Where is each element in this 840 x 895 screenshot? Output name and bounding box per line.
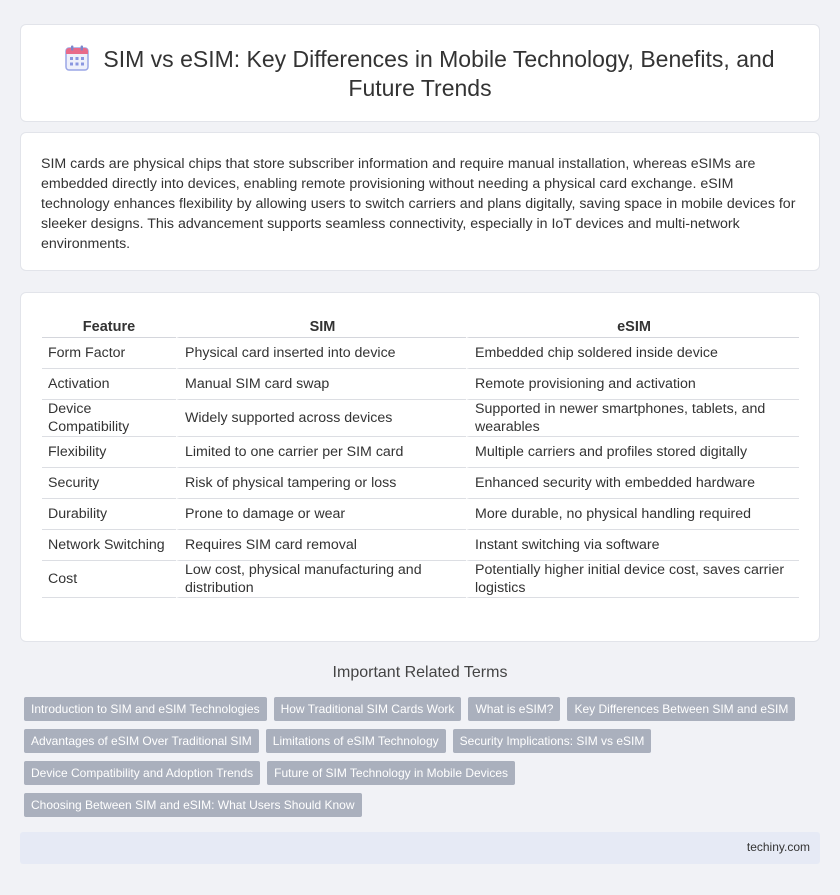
feature-cell: Security [42,468,176,499]
comparison-card [20,292,820,642]
related-terms-title: Important Related Terms [332,664,508,681]
sim-cell: Requires SIM card removal [176,530,466,561]
esim-cell: Multiple carriers and profiles stored digitally [466,437,799,468]
table-row [42,499,799,530]
related-tag[interactable]: Security Implications: SIM vs eSIM [453,729,652,753]
related-tag[interactable]: Advantages of eSIM Over Traditional SIM [24,729,259,753]
feature-cell: Durability [42,499,176,530]
header-sim: SIM [176,314,466,338]
feature-cell: Cost [42,561,176,598]
table-row [42,400,799,437]
feature-cell: Device Compatibility [42,400,176,437]
related-tag[interactable]: Device Compatibility and Adoption Trends [24,761,260,785]
table-row [42,338,799,369]
table-row [42,468,799,499]
sim-cell: Limited to one carrier per SIM card [176,437,466,468]
esim-cell: Instant switching via software [466,530,799,561]
table-row [42,530,799,561]
feature-cell: Form Factor [42,338,176,369]
sim-cell: Risk of physical tampering or loss [176,468,466,499]
table-row [42,561,799,598]
esim-cell: More durable, no physical handling required [466,499,799,530]
table-header-row [42,314,799,338]
related-tag[interactable]: Future of SIM Technology in Mobile Devices [267,761,515,785]
intro-card [20,132,820,271]
feature-cell: Activation [42,369,176,400]
feature-cell: Network Switching [42,530,176,561]
header-feature: Feature [42,314,176,338]
related-tag[interactable]: Choosing Between SIM and eSIM: What Users Should Know [24,793,362,817]
related-tag[interactable]: Introduction to SIM and eSIM Technologies [24,697,267,721]
esim-cell: Remote provisioning and activation [466,369,799,400]
related-tag[interactable]: Key Differences Between SIM and eSIM [567,697,795,721]
header-card [20,24,820,122]
related-terms-list [24,697,804,825]
page-title: SIM vs eSIM: Key Differences in Mobile Technology, Benefits, and Future Trends [103,46,775,101]
esim-cell: Enhanced security with embedded hardware [466,468,799,499]
related-tag[interactable]: What is eSIM? [468,697,560,721]
footer [20,832,820,864]
related-tag[interactable]: Limitations of eSIM Technology [266,729,446,753]
page-header [21,45,819,103]
intro-paragraph: SIM cards are physical chips that store subscriber information and require manual installation, whereas eSIMs are embedded directly into devices, enabling remote provisioning without needing a physical card exchange. eSIM technology enhances flexibility by allowing users to switch carriers and plans digitally, saving space in mobile devices for sleeker designs. This advancement supports seamless connectivity, especially in IoT devices and multi-network environments. [41,156,796,252]
calendar-icon [65,45,89,71]
sim-cell: Manual SIM card swap [176,369,466,400]
comparison-table [42,314,799,598]
feature-cell: Flexibility [42,437,176,468]
footer-site[interactable]: techiny.com [746,840,810,854]
related-tag[interactable]: How Traditional SIM Cards Work [274,697,462,721]
esim-cell: Potentially higher initial device cost, saves carrier logistics [466,561,799,598]
table-row [42,369,799,400]
table-row [42,437,799,468]
esim-cell: Supported in newer smartphones, tablets, and wearables [466,400,799,437]
header-esim: eSIM [466,314,799,338]
sim-cell: Physical card inserted into device [176,338,466,369]
sim-cell: Low cost, physical manufacturing and distribution [176,561,466,598]
sim-cell: Prone to damage or wear [176,499,466,530]
esim-cell: Embedded chip soldered inside device [466,338,799,369]
sim-cell: Widely supported across devices [176,400,466,437]
